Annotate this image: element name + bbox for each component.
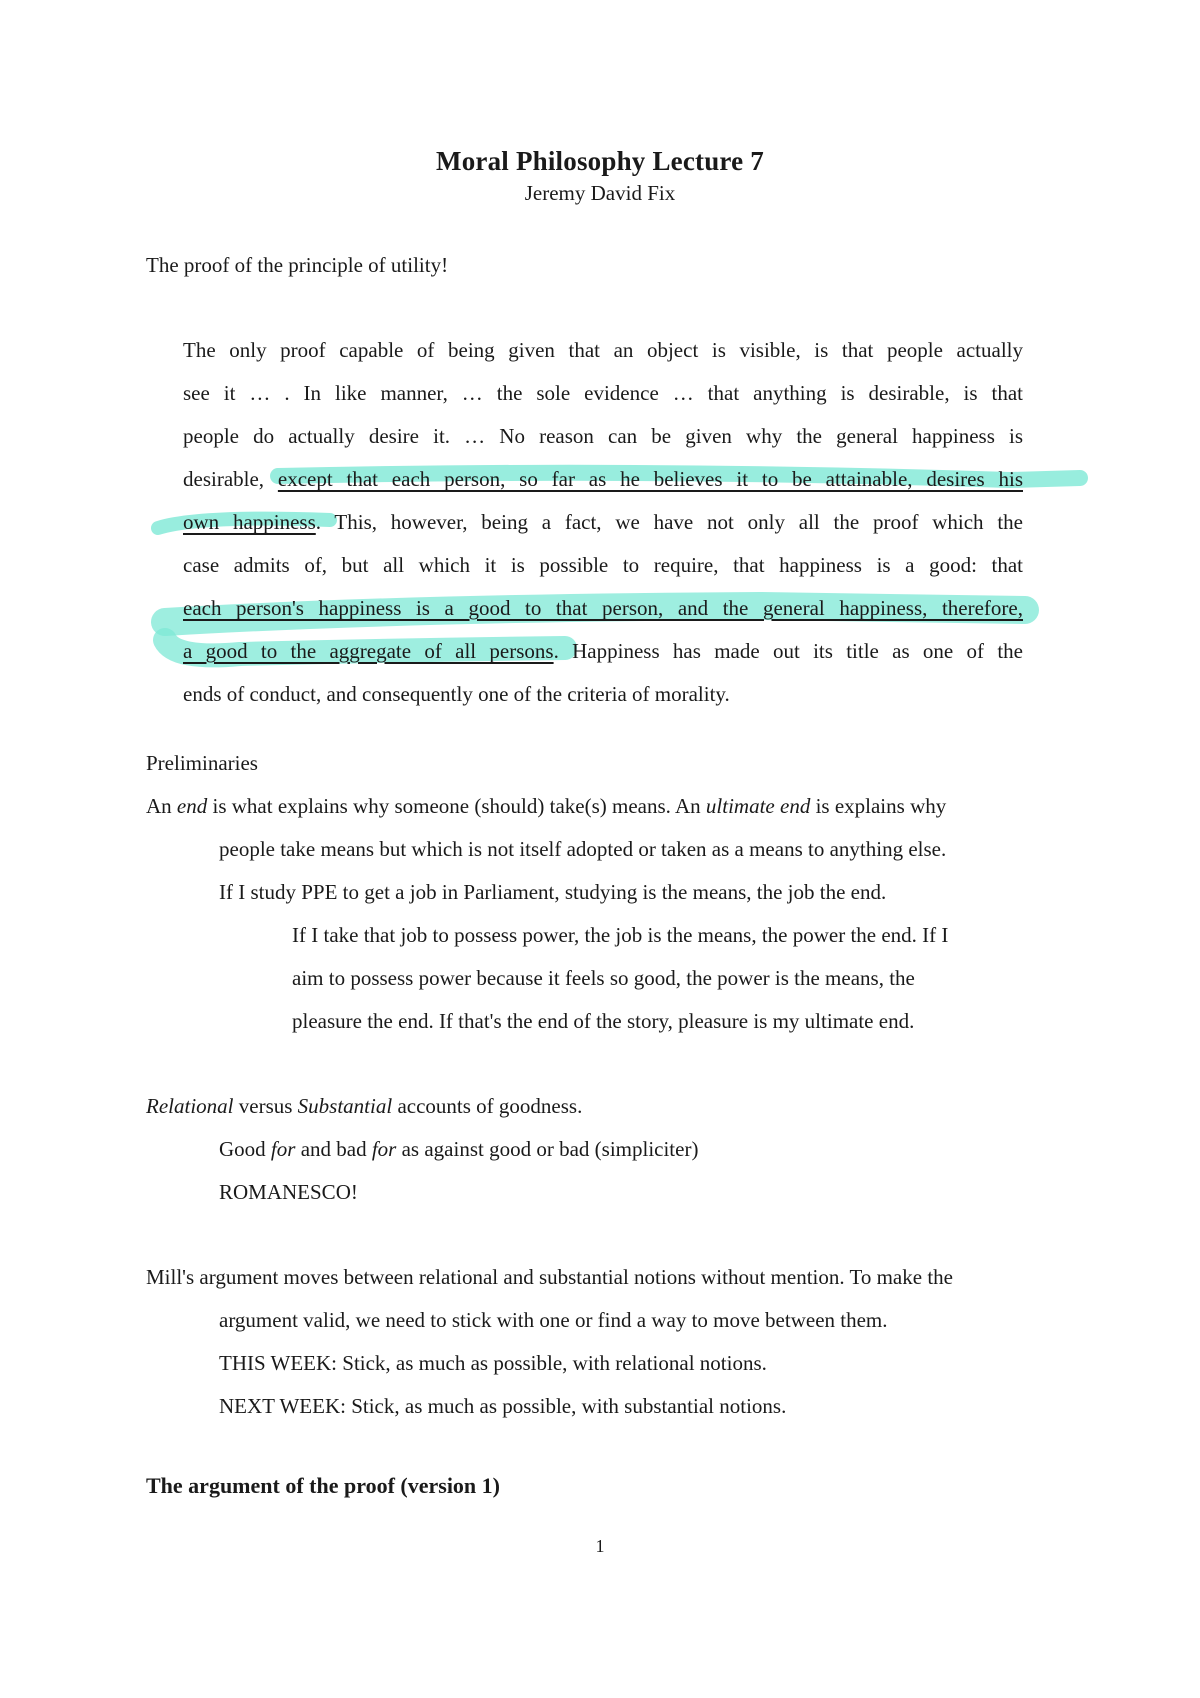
underlined-quote-text: except that each person, so far as he believes it to be attainable, desires his bbox=[277, 467, 1023, 491]
good-for-line bbox=[219, 1136, 698, 1162]
mill-line-4: NEXT WEEK: Stick, as much as possible, with substantial notions. bbox=[219, 1394, 787, 1418]
intro-line: The proof of the principle of utility! bbox=[146, 253, 449, 277]
mill-line-3: THIS WEEK: Stick, as much as possible, with relational notions. bbox=[219, 1351, 767, 1375]
romanesco-line: ROMANESCO! bbox=[219, 1180, 358, 1204]
quote-line-2: see it … . In like manner, … the sole evidence … that anything is desirable, is that bbox=[183, 381, 1023, 405]
italic-term: end bbox=[176, 794, 208, 818]
text: as against good or bad (simpliciter) bbox=[396, 1137, 699, 1161]
prelim-line-2: people take means but which is not itself adopted or taken as a means to anything else. bbox=[219, 837, 947, 861]
text: and bad bbox=[295, 1137, 372, 1161]
section-heading: The argument of the proof (version 1) bbox=[146, 1473, 500, 1498]
quote-text: desirable, bbox=[183, 467, 265, 491]
mill-line-2: argument valid, we need to stick with one or find a way to move between them. bbox=[219, 1308, 888, 1332]
text: An bbox=[146, 794, 177, 818]
text: Good bbox=[219, 1137, 271, 1161]
underlined-quote-text: a good to the aggregate of all persons bbox=[183, 639, 554, 663]
text: accounts of goodness. bbox=[392, 1094, 583, 1118]
page-number: 1 bbox=[595, 1536, 605, 1556]
prelim-line-5: aim to possess power because it feels so good, the power is the means, the bbox=[292, 966, 915, 990]
quote-line-1: The only proof capable of being given that an object is visible, is that people actually bbox=[183, 338, 1023, 362]
text: versus bbox=[233, 1094, 298, 1118]
italic-term: ultimate end bbox=[705, 794, 811, 818]
text: is explains why bbox=[810, 794, 947, 818]
quote-line-7 bbox=[183, 595, 1023, 621]
quote-line-9: ends of conduct, and consequently one of the criteria of morality. bbox=[183, 682, 730, 706]
italic-term: for bbox=[270, 1137, 296, 1161]
quote-line-4 bbox=[183, 466, 1023, 492]
mill-line-1: Mill's argument moves between relational and substantial notions without mention. To make the bbox=[146, 1265, 953, 1289]
quote-text: . This, however, being a fact, we have not only all the proof which the bbox=[315, 510, 1023, 534]
prelim-line-6: pleasure the end. If that's the end of the story, pleasure is my ultimate end. bbox=[292, 1009, 915, 1033]
document-author: Jeremy David Fix bbox=[524, 181, 676, 205]
italic-term: Substantial bbox=[297, 1094, 393, 1118]
italic-term: Relational bbox=[146, 1094, 234, 1118]
underlined-quote-text: own happiness bbox=[183, 510, 316, 534]
quote-text: . Happiness has made out its title as one of the bbox=[553, 639, 1023, 663]
prelim-line-3: If I study PPE to get a job in Parliament, studying is the means, the job the end. bbox=[219, 880, 887, 904]
prelim-line-1 bbox=[146, 793, 946, 819]
quote-line-8 bbox=[183, 638, 1023, 664]
italic-term: for bbox=[371, 1137, 397, 1161]
text: is what explains why someone (should) take(s) means. An bbox=[207, 794, 706, 818]
document-title: Moral Philosophy Lecture 7 bbox=[436, 146, 764, 176]
quote-line-3: people do actually desire it. … No reason can be given why the general happiness is bbox=[183, 424, 1023, 448]
prelim-line-4: If I take that job to possess power, the job is the means, the power the end. If I bbox=[292, 923, 949, 947]
underlined-quote-text: each person's happiness is a good to that person, and the general happiness, therefore, bbox=[183, 596, 1023, 620]
relational-heading bbox=[146, 1093, 582, 1119]
quote-line-6: case admits of, but all which it is possible to require, that happiness is a good: that bbox=[183, 553, 1023, 577]
quote-line-5 bbox=[183, 509, 1023, 535]
preliminaries-heading: Preliminaries bbox=[146, 751, 258, 775]
